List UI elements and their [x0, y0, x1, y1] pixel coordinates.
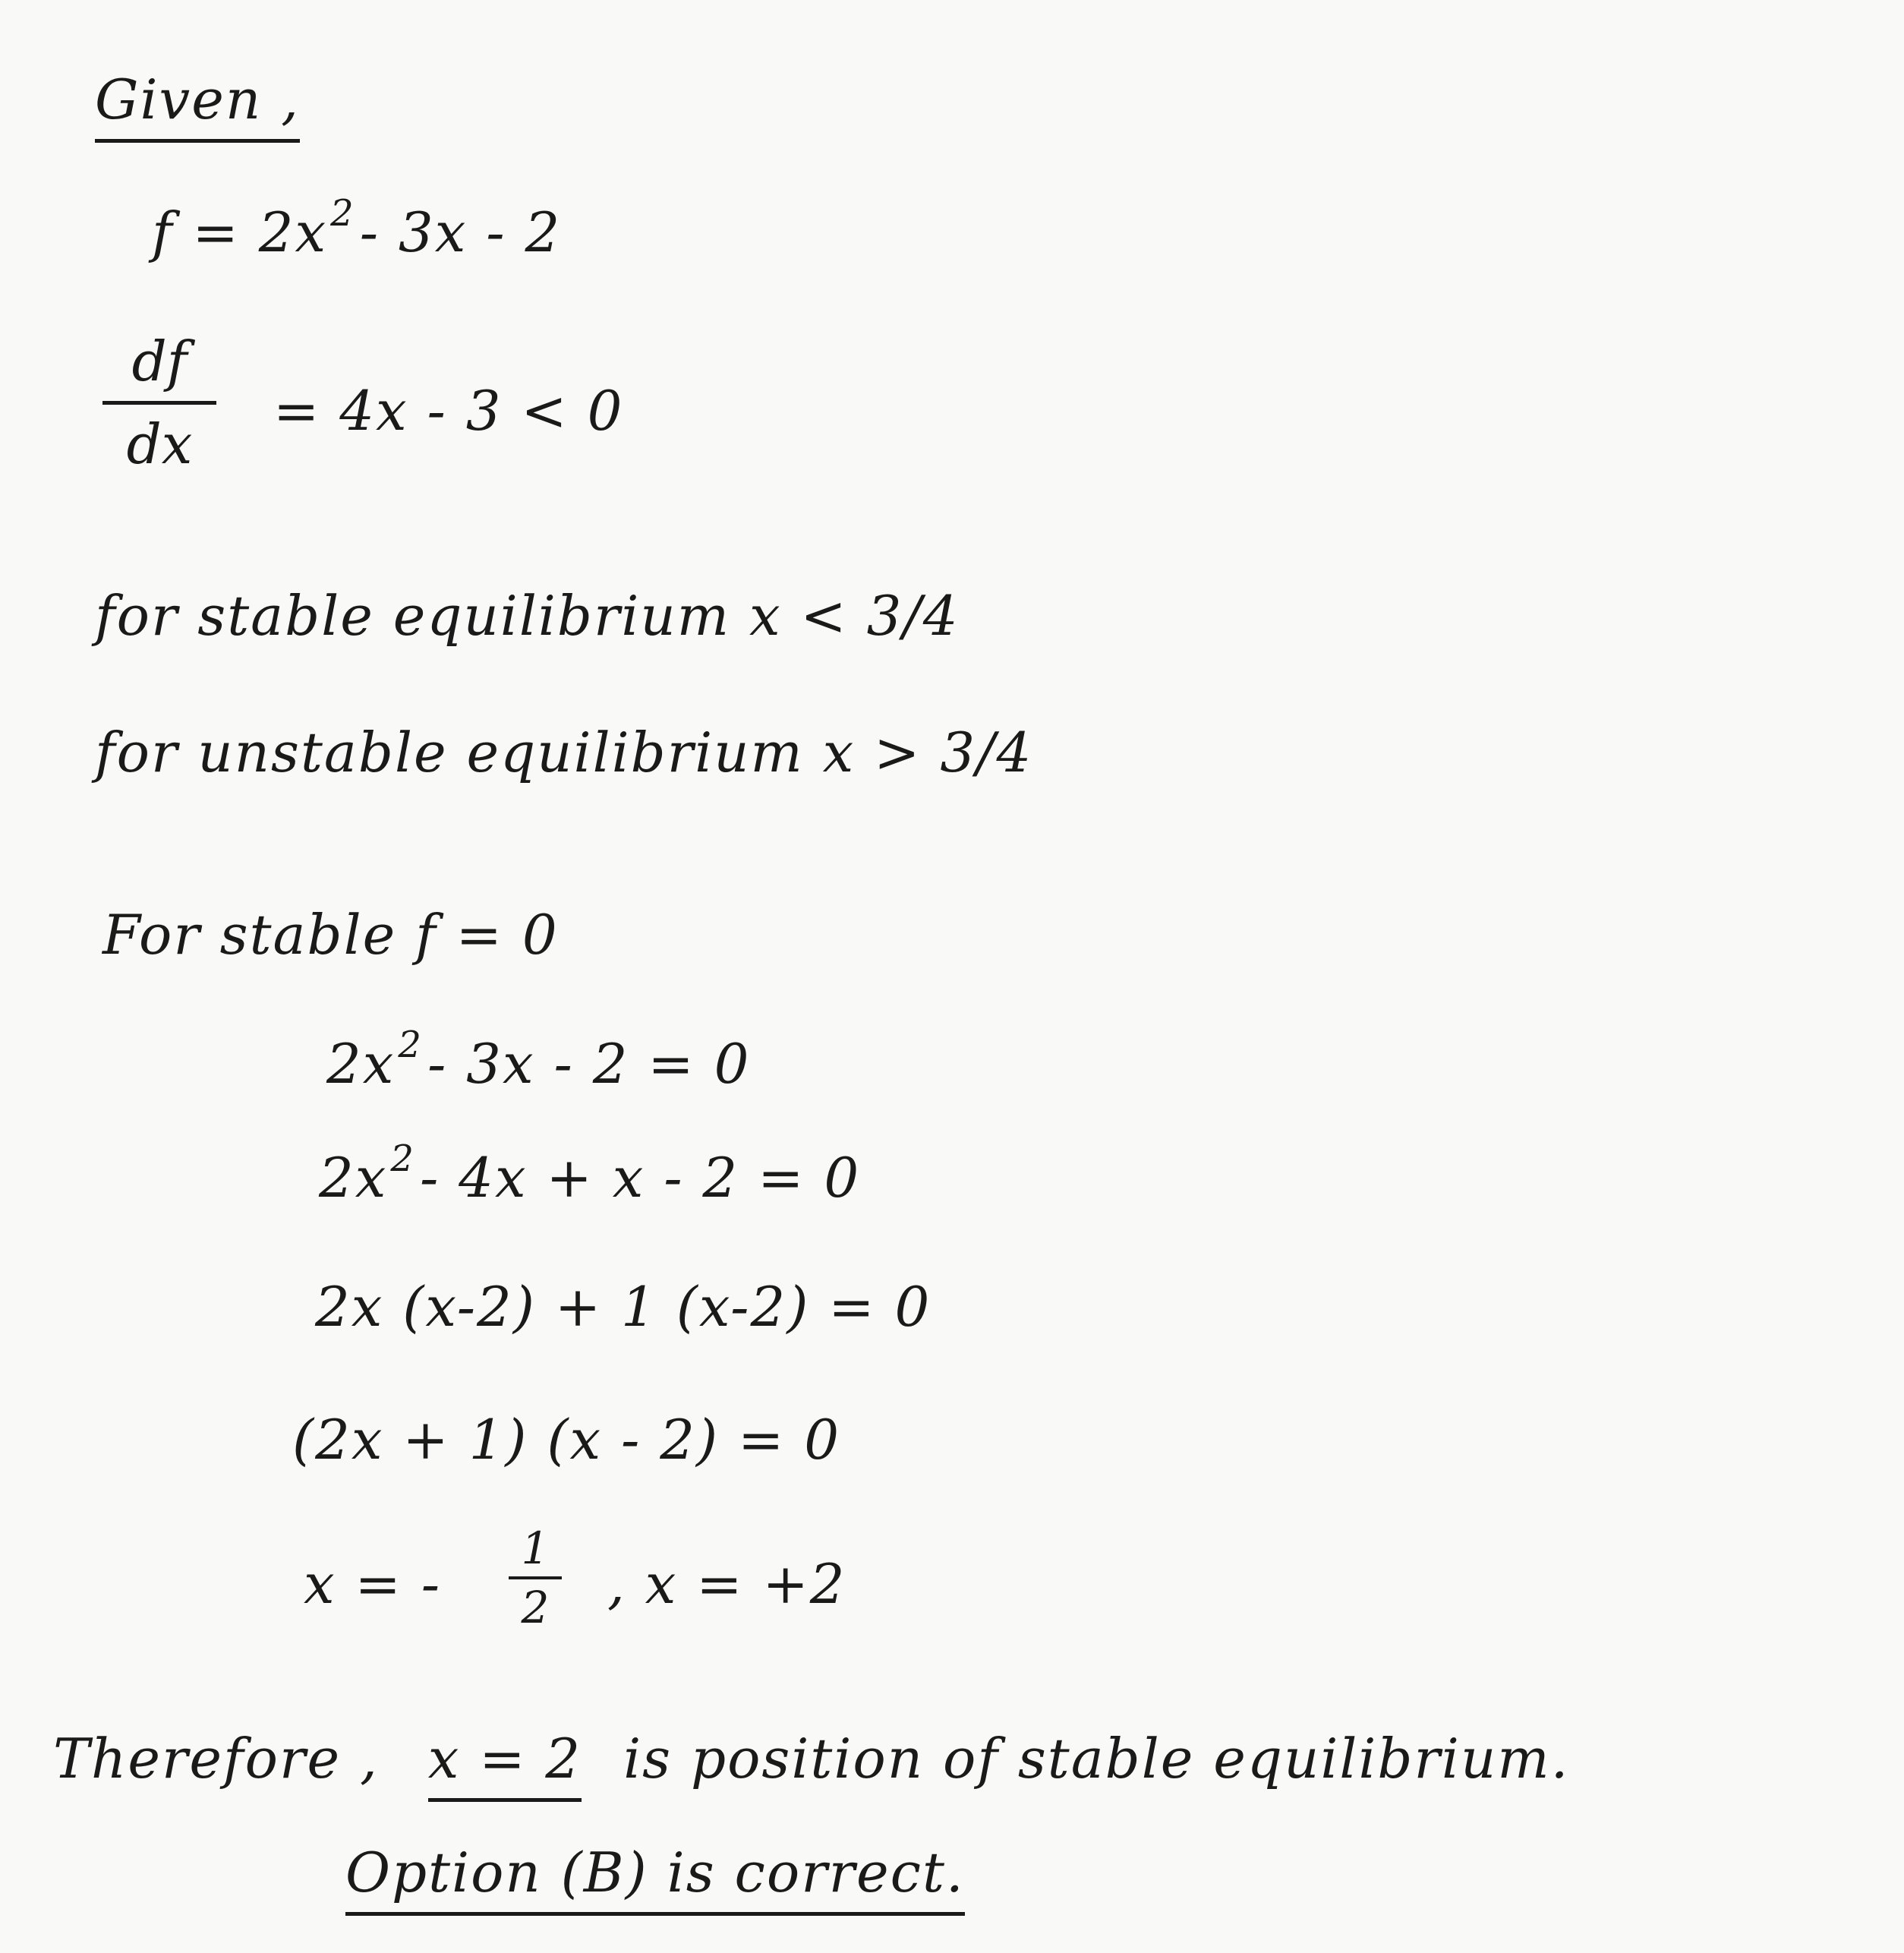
- function-exponent: 2: [330, 192, 355, 235]
- step-3: 2x (x-2) + 1 (x-2) = 0: [315, 1275, 932, 1339]
- unstable-condition: for unstable equilibrium x > 3/4: [95, 721, 1033, 784]
- step-2: $2x^2-$ 4x + x - 2 = 0: [319, 1137, 861, 1210]
- function-definition: $f = 2x^2-$ 3x - 2: [152, 192, 562, 264]
- roots-fraction: [509, 1522, 562, 1633]
- fraction-bar: [102, 401, 216, 405]
- stable-condition: for stable equilibrium x < 3/4: [95, 584, 960, 648]
- derivative-fraction: [102, 330, 216, 476]
- derivative-numerator: df: [131, 330, 188, 393]
- roots-lhs: x = -: [304, 1552, 442, 1616]
- roots-frac-bar: [509, 1576, 562, 1579]
- roots-frac-den: 2: [521, 1582, 550, 1633]
- step-1: $2x^2-$ 3x - 2 = 0: [326, 1024, 751, 1096]
- step-4: (2x + 1) (x - 2) = 0: [292, 1408, 840, 1472]
- roots-rhs: , x = +2: [607, 1552, 846, 1616]
- solve-intro: For stable f = 0: [102, 903, 559, 967]
- derivative-denominator: dx: [126, 412, 193, 476]
- heading-text: Given ,: [95, 68, 300, 143]
- roots-frac-num: 1: [521, 1522, 550, 1574]
- derivative-result: = 4x - 3 < 0: [273, 379, 624, 443]
- heading: [95, 68, 300, 131]
- answer-text: Option (B) is correct.: [345, 1841, 965, 1916]
- conclusion: Therefore , x = 2 is position of stable equilibrium.: [53, 1731, 1570, 1786]
- conclusion-highlight: x = 2: [428, 1727, 582, 1802]
- answer: [345, 1841, 965, 1904]
